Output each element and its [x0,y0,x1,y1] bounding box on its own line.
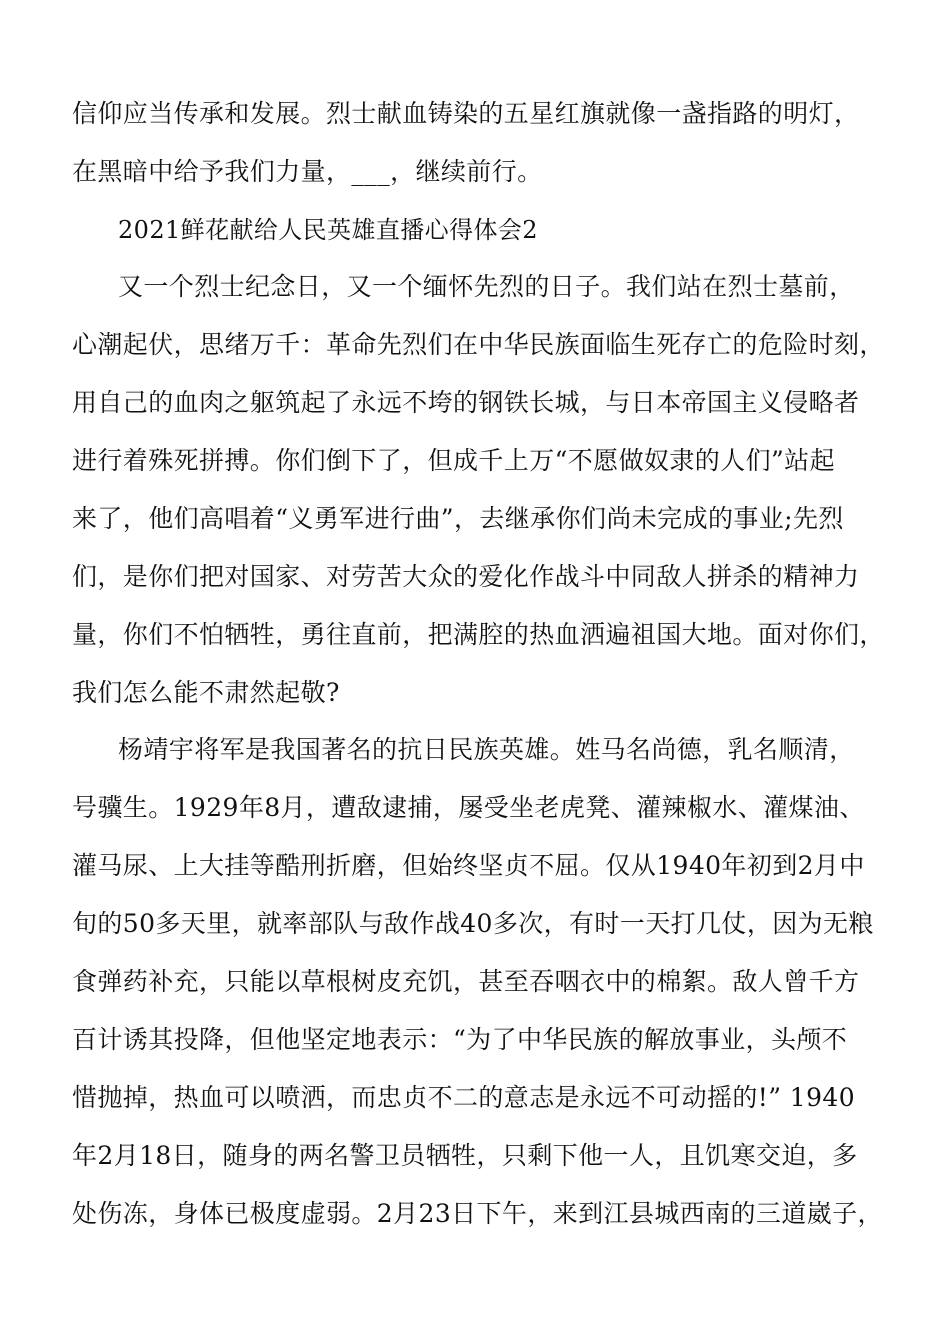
text-line: 量，你们不怕牺牲，勇往直前，把满腔的热血洒遍祖国大地。面对你们， [72,620,885,649]
text-line: 来了，他们高唱着“义勇军进行曲”，去继承你们尚未完成的事业;先烈 [72,504,844,533]
text-line: 惜抛掉，热血可以喷洒，而忠贞不二的意志是永远不可动摇的!” 1940 [72,1083,855,1112]
text-line: 们，是你们把对国家、对劳苦大众的爱化作战斗中同敌人拼杀的精神力 [72,562,860,591]
text-line: 处伤冻，身体已极度虚弱。2月23日下午，来到江县城西南的三道崴子， [72,1199,883,1228]
text-line: 在黑暗中给予我们力量，___，继续前行。 [72,157,543,186]
text-line: 进行着殊死拼搏。你们倒下了，但成千上万“不愿做奴隶的人们”站起 [72,446,835,475]
text-line: 年2月18日，随身的两名警卫员牺牲，只剩下他一人，且饥寒交迫，多 [72,1141,858,1170]
text-line: 我们怎么能不肃然起敬? [72,678,340,707]
paragraph-first-line: 又一个烈士纪念日，又一个缅怀先烈的日子。我们站在烈士墓前， [118,272,855,301]
text-line: 用自己的血肉之躯筑起了永远不垮的钢铁长城，与日本帝国主义侵略者 [72,388,860,417]
text-line: 灌马尿、上大挂等酷刑折磨，但始终坚贞不屈。仅从1940年初到2月中 [72,851,865,880]
paragraph-first-line: 杨靖宇将军是我国著名的抗日民族英雄。姓马名尚德，乳名顺清， [118,735,855,764]
text-line: 百计诱其投降，但他坚定地表示：“为了中华民族的解放事业，头颅不 [72,1025,848,1054]
text-line: 心潮起伏，思绪万千：革命先烈们在中华民族面临生死存亡的危险时刻， [72,330,885,359]
section-heading: 2021鲜花献给人民英雄直播心得体会2 [118,216,538,244]
text-line: 旬的50多天里，就率部队与敌作战40多次，有时一天打几仗，因为无粮 [72,909,874,938]
text-line: 号骥生。1929年8月，遭敌逮捕，屡受坐老虎凳、灌辣椒水、灌煤油、 [72,793,865,822]
text-line: 信仰应当传承和发展。烈士献血铸染的五星红旗就像一盏指路的明灯， [72,99,860,128]
text-line: 食弹药补充，只能以草根树皮充饥，甚至吞咽衣中的棉絮。敌人曾千方 [72,967,860,996]
